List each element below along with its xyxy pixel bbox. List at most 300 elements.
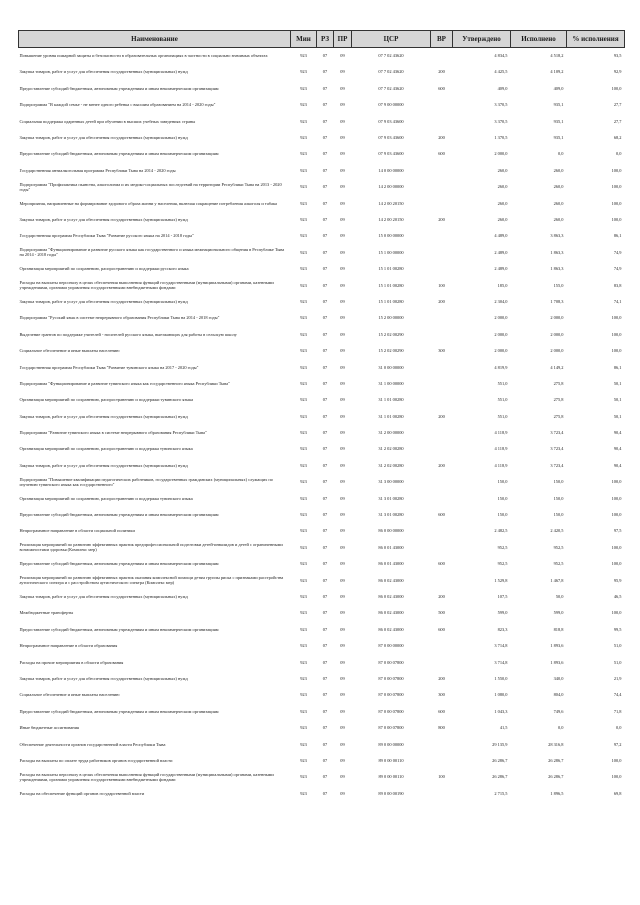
cell-csr: 31 2 00 00000: [378, 430, 404, 436]
cell-percent: 100,0: [611, 610, 622, 616]
table-row: [19, 97, 625, 113]
cell-executed: 952,5: [553, 544, 564, 550]
cell-vr: 200: [438, 413, 445, 419]
cell-rz: 07: [322, 348, 328, 354]
cell-rz: 07: [322, 85, 328, 91]
cell-name: Повышение уровня пожарной защиты и безопасности в образовательных организациях в частности в социально значимых объектах: [19, 53, 268, 59]
cell-executed: 935,1: [553, 135, 564, 141]
table-row: [19, 277, 625, 293]
cell-percent: 69,8: [613, 790, 622, 796]
cell-vr: 300: [438, 348, 445, 354]
cell-csr: 87 0 00 07800: [378, 708, 404, 714]
cell-vr: [431, 539, 453, 555]
cell-csr: 15 1 00 00000: [378, 249, 404, 255]
cell-csr: 31 3 01 00280: [378, 512, 404, 518]
table-row: [19, 293, 625, 309]
cell-approved: 26 286,7: [492, 774, 508, 780]
cell-approved: 2 000,0: [494, 331, 508, 337]
cell-min: 923: [300, 217, 307, 222]
cell-approved: 260,0: [497, 217, 508, 222]
cell-percent: 86,1: [613, 364, 622, 370]
cell-executed: 260,0: [553, 167, 564, 173]
cell-percent: 100,0: [611, 85, 622, 91]
cell-csr: 07 7 02 43620: [378, 53, 404, 59]
cell-executed: 0,0: [558, 151, 564, 157]
cell-rz: 07: [322, 413, 328, 419]
table-row: [19, 769, 625, 785]
cell-min: 923: [300, 151, 307, 157]
cell-rz: 07: [322, 69, 328, 75]
cell-rz: 07: [322, 561, 328, 567]
cell-approved: 551,0: [497, 413, 508, 419]
cell-rz: 07: [322, 725, 328, 731]
cell-vr: 200: [438, 69, 445, 75]
cell-percent: 50,1: [613, 380, 622, 386]
cell-percent: 74,9: [613, 266, 622, 272]
cell-vr: 300: [438, 692, 445, 698]
cell-vr: 800: [438, 725, 445, 731]
cell-approved: 4 118,9: [494, 446, 508, 452]
cell-executed: 935,1: [553, 102, 564, 108]
cell-csr: 86 0 00 00000: [378, 528, 404, 534]
cell-min: 923: [300, 118, 307, 124]
cell-percent: 83,8: [613, 282, 622, 288]
cell-min: 923: [300, 348, 307, 354]
cell-percent: 50,1: [613, 397, 622, 403]
cell-name: Расходы на выплаты персоналу в целях обеспечения выполнения функций государственными (муниципальными) органами, казенными учреждениями, органами управления государственными внебюджетными фондами: [19, 771, 274, 782]
cell-min: 923: [300, 331, 307, 337]
cell-rz: 07: [322, 200, 328, 206]
table-row: [19, 703, 625, 719]
table-row: [19, 474, 625, 490]
cell-percent: 71,8: [613, 708, 622, 714]
cell-rz: 07: [322, 495, 328, 501]
table-body: [19, 48, 625, 802]
cell-csr: 15 1 01 00280: [378, 282, 404, 288]
cell-name: Межбюджетные трансферты: [19, 610, 74, 616]
table-row: [19, 638, 625, 654]
cell-csr: 31 3 01 00280: [378, 495, 404, 501]
table-row: [19, 211, 625, 227]
cell-percent: 95,9: [613, 577, 622, 583]
table-row: [19, 261, 625, 277]
cell-min: 923: [300, 446, 307, 452]
cell-pr: 09: [340, 479, 345, 485]
cell-executed: 2 420,5: [550, 528, 564, 534]
cell-rz: 07: [322, 643, 328, 649]
cell-min: 923: [300, 741, 307, 747]
cell-rz: 07: [322, 790, 328, 796]
cell-percent: 46,5: [613, 593, 622, 599]
cell-rz: 07: [322, 708, 328, 714]
cell-name: Организация мероприятий по сохранению, распространению и поддержки русского языка: [19, 266, 189, 272]
cell-pr: 09: [340, 643, 345, 649]
cell-vr: [431, 785, 453, 801]
cell-name: Закупка товаров, работ и услуг для обеспечения государственных (муниципальных) нужд: [19, 593, 188, 599]
table-row: [19, 113, 625, 129]
cell-rz: 07: [322, 331, 328, 337]
cell-pr: 09: [340, 593, 345, 599]
cell-name: Подпрограмма "Развитие тувинского языка в системе непрерывного образования Республики Тыва": [19, 430, 207, 436]
cell-rz: 07: [322, 610, 328, 616]
cell-executed: 50,0: [555, 593, 564, 599]
cell-approved: 2 304,0: [494, 298, 508, 304]
cell-pr: 09: [340, 708, 345, 714]
cell-percent: 51,0: [613, 643, 622, 649]
cell-approved: 952,5: [497, 544, 508, 550]
budget-table-sheet: [18, 30, 624, 801]
cell-csr: 15 1 01 00280: [378, 266, 404, 272]
table-row: [19, 621, 625, 637]
cell-vr: 100: [438, 282, 445, 288]
cell-percent: 90,4: [613, 462, 622, 468]
cell-name: Выделение грантов по поддержке учителей - носителей русского языка, выезжающих для работы в сельскую школу: [19, 331, 237, 337]
cell-executed: 3 723,4: [550, 446, 564, 452]
cell-csr: 31 3 00 00000: [378, 479, 404, 485]
cell-approved: 1 529,8: [494, 577, 508, 583]
header-vr: ВР: [431, 31, 453, 48]
cell-csr: 15 2 02 00290: [378, 331, 404, 337]
cell-csr: 15 0 00 00000: [378, 233, 404, 239]
cell-executed: 26 286,7: [548, 774, 564, 780]
cell-csr: 31 1 00 00000: [378, 380, 404, 386]
cell-name: Расходы на обеспечение функций органов государственной власти: [19, 790, 145, 796]
cell-pr: 09: [340, 85, 345, 91]
cell-percent: 74,9: [613, 249, 622, 255]
cell-pr: 09: [340, 774, 345, 780]
cell-executed: 1 863,3: [550, 249, 564, 255]
table-row: [19, 195, 625, 211]
cell-pr: 09: [340, 249, 345, 255]
cell-min: 923: [300, 364, 307, 370]
cell-approved: 4 118,9: [494, 430, 508, 436]
cell-csr: 87 0 00 07800: [378, 675, 404, 681]
cell-name: Государственная программа Республики Тыва "Развитие тувинского языка на 2017 - 2020 годы": [19, 364, 199, 370]
table-row: [19, 490, 625, 506]
cell-approved: 1 370,5: [494, 135, 508, 141]
budget-execution-table: [18, 30, 625, 801]
cell-percent: 90,4: [613, 446, 622, 452]
cell-csr: 07 9 03 43600: [378, 135, 404, 141]
table-row: [19, 605, 625, 621]
cell-percent: 100,0: [611, 184, 622, 190]
cell-executed: 1 863,3: [550, 266, 564, 272]
cell-csr: 31 0 00 00000: [378, 364, 404, 370]
cell-csr: 31 2 02 00280: [378, 462, 404, 468]
cell-min: 923: [300, 643, 307, 649]
cell-approved: 551,0: [497, 380, 508, 386]
table-row: [19, 179, 625, 195]
cell-csr: 07 9 03 43600: [378, 151, 404, 157]
table-row: [19, 80, 625, 96]
cell-executed: 3 723,4: [550, 462, 564, 468]
cell-name: Подпрограмма "Русский язык в системе непрерывного образования Республики Тыва на 2014 - 2018 годы": [19, 315, 220, 321]
cell-executed: 260,0: [553, 200, 564, 206]
cell-rz: 07: [322, 249, 328, 255]
header-pr: ПР: [334, 31, 352, 48]
cell-rz: 07: [322, 626, 328, 632]
cell-approved: 260,0: [497, 167, 508, 173]
table-row: [19, 129, 625, 145]
cell-vr: [431, 523, 453, 539]
cell-min: 923: [300, 102, 307, 108]
cell-csr: 87 0 00 07800: [378, 659, 404, 665]
cell-percent: 74,1: [613, 298, 622, 304]
cell-executed: 1 893,6: [550, 643, 564, 649]
cell-csr: 87 0 00 00000: [378, 643, 404, 649]
table-row: [19, 752, 625, 768]
cell-name: Реализация мероприятий по развитию эффективных практик предпрофессиональной подготовки детей-инвалидов и детей с ограниченными возможностями здоровья (Комплекс мер): [19, 542, 283, 553]
cell-name: Закупка товаров, работ и услуг для обеспечения государственных (муниципальных) нужд: [19, 675, 188, 681]
cell-csr: 15 1 01 00280: [378, 298, 404, 304]
table-row: [19, 326, 625, 342]
cell-pr: 09: [340, 528, 345, 534]
header-executed: Исполнено: [511, 31, 567, 48]
cell-vr: [431, 310, 453, 326]
cell-executed: 2 000,0: [550, 348, 564, 354]
cell-name: Закупка товаров, работ и услуг для обеспечения государственных (муниципальных) нужд: [19, 69, 188, 75]
cell-min: 923: [300, 85, 307, 91]
cell-rz: 07: [322, 512, 328, 518]
cell-approved: 2 715,5: [494, 790, 508, 796]
cell-vr: 600: [438, 512, 445, 518]
cell-pr: 09: [340, 53, 345, 59]
cell-min: 923: [300, 561, 307, 567]
cell-percent: 100,0: [611, 757, 622, 763]
cell-percent: 100,0: [611, 544, 622, 550]
cell-percent: 68,2: [613, 135, 622, 141]
header-approved: Утверждено: [453, 31, 511, 48]
table-row: [19, 228, 625, 244]
cell-percent: 0,0: [616, 725, 622, 731]
cell-rz: 07: [322, 675, 328, 681]
cell-executed: 1 708,3: [550, 298, 564, 304]
table-row: [19, 654, 625, 670]
cell-min: 923: [300, 380, 307, 386]
cell-approved: 29 135,9: [492, 741, 508, 747]
cell-min: 923: [300, 282, 307, 288]
cell-pr: 09: [340, 495, 345, 501]
cell-approved: 1 043,3: [494, 708, 508, 714]
cell-executed: 150,0: [553, 495, 564, 501]
cell-min: 923: [300, 610, 307, 616]
cell-approved: 150,0: [497, 512, 508, 518]
cell-vr: [431, 326, 453, 342]
cell-csr: 87 0 00 07800: [378, 725, 404, 731]
cell-executed: 26 286,7: [548, 757, 564, 763]
cell-name: Социальное обеспечение и иные выплаты населению: [19, 692, 120, 698]
cell-pr: 09: [340, 315, 345, 321]
cell-rz: 07: [322, 151, 328, 157]
cell-executed: 2 000,0: [550, 315, 564, 321]
table-row: [19, 539, 625, 555]
cell-rz: 07: [322, 757, 328, 763]
cell-approved: 551,0: [497, 397, 508, 403]
cell-pr: 09: [340, 413, 345, 419]
cell-vr: [431, 113, 453, 129]
table-row: [19, 310, 625, 326]
cell-rz: 07: [322, 397, 328, 403]
cell-min: 923: [300, 430, 307, 436]
cell-vr: 600: [438, 561, 445, 567]
cell-csr: 86 0 02 43000: [378, 593, 404, 599]
cell-percent: 100,0: [611, 200, 622, 206]
cell-rz: 07: [322, 462, 328, 468]
cell-name: Непрограммное направление в области социальной политики: [19, 528, 135, 534]
cell-approved: 150,0: [497, 479, 508, 485]
table-row: [19, 424, 625, 440]
cell-vr: 200: [438, 298, 445, 304]
cell-approved: 260,0: [497, 184, 508, 190]
cell-csr: 86 0 01 43000: [378, 544, 404, 550]
cell-vr: [431, 97, 453, 113]
cell-name: Закупка товаров, работ и услуг для обеспечения государственных (муниципальных) нужд: [19, 217, 188, 222]
cell-min: 923: [300, 512, 307, 518]
table-row: [19, 343, 625, 359]
cell-name: Мероприятия, направленные на формирование здорового образа жизни у населения, включая сокращение потребления алкоголя и табака: [19, 200, 277, 206]
cell-pr: 09: [340, 462, 345, 468]
cell-name: Расходы на выплаты по оплате труда работников органов государственной власти: [19, 757, 173, 763]
cell-executed: 1 893,6: [550, 659, 564, 665]
table-row: [19, 64, 625, 80]
cell-pr: 09: [340, 725, 345, 731]
cell-min: 923: [300, 790, 307, 796]
cell-name: Обеспечение деятельности органов государственной власти Республики Тыва: [19, 741, 166, 747]
cell-rz: 07: [322, 774, 328, 780]
cell-min: 923: [300, 462, 307, 468]
table-row: [19, 408, 625, 424]
cell-rz: 07: [322, 282, 328, 288]
cell-vr: 100: [438, 774, 445, 780]
table-row: [19, 687, 625, 703]
cell-approved: 4 834,5: [494, 53, 508, 59]
cell-name: Организация мероприятий по сохранению, распространению и поддержки тувинского языка: [19, 397, 194, 403]
cell-pr: 09: [340, 561, 345, 567]
cell-vr: [431, 441, 453, 457]
table-row: [19, 392, 625, 408]
cell-rz: 07: [322, 479, 328, 485]
cell-rz: 07: [322, 741, 328, 747]
cell-pr: 09: [340, 659, 345, 665]
cell-rz: 07: [322, 102, 328, 108]
cell-min: 923: [300, 479, 307, 485]
cell-executed: 275,8: [553, 397, 564, 403]
cell-pr: 09: [340, 348, 345, 354]
cell-rz: 07: [322, 167, 328, 173]
cell-min: 923: [300, 266, 307, 272]
cell-min: 923: [300, 593, 307, 599]
cell-min: 923: [300, 577, 307, 583]
cell-min: 923: [300, 725, 307, 731]
cell-min: 923: [300, 184, 307, 190]
cell-min: 923: [300, 544, 307, 550]
cell-percent: 92,9: [613, 69, 622, 75]
cell-name: Закупка товаров, работ и услуг для обеспечения государственных (муниципальных) нужд: [19, 298, 188, 304]
cell-csr: 31 1 01 00280: [378, 413, 404, 419]
cell-percent: 0,0: [616, 151, 622, 157]
cell-vr: [431, 195, 453, 211]
cell-percent: 86,1: [613, 233, 622, 239]
cell-vr: [431, 638, 453, 654]
table-header-row: [19, 31, 625, 48]
cell-name: Расходы на прочие мероприятия в области образования: [19, 659, 124, 665]
cell-executed: 260,0: [553, 217, 564, 222]
cell-executed: 935,1: [553, 118, 564, 124]
cell-percent: 100,0: [611, 315, 622, 321]
table-row: [19, 670, 625, 686]
cell-pr: 09: [340, 298, 345, 304]
cell-vr: [431, 474, 453, 490]
cell-min: 923: [300, 757, 307, 763]
cell-pr: 09: [340, 610, 345, 616]
cell-approved: 823,3: [497, 626, 508, 632]
cell-pr: 09: [340, 577, 345, 583]
cell-vr: 600: [438, 626, 445, 632]
cell-approved: 185,0: [497, 282, 508, 288]
cell-rz: 07: [322, 380, 328, 386]
cell-csr: 07 7 02 43620: [378, 85, 404, 91]
cell-csr: 86 0 02 43000: [378, 626, 404, 632]
cell-min: 923: [300, 135, 307, 141]
cell-vr: [431, 48, 453, 64]
cell-percent: 93,5: [613, 53, 622, 59]
cell-percent: 50,1: [613, 413, 622, 419]
cell-name: Подпрограмма "Функционирование и развитие русского языка как государственного и языка межнационального общения в Республике Тыва на 2014 - 2018 годы": [19, 247, 285, 258]
cell-rz: 07: [322, 53, 328, 59]
cell-pr: 09: [340, 446, 345, 452]
cell-min: 923: [300, 675, 307, 681]
cell-executed: 150,0: [553, 479, 564, 485]
cell-executed: 3 723,4: [550, 430, 564, 436]
cell-name: Предоставление субсидий бюджетным, автономным учреждениям и иным некоммерческим организациям: [19, 85, 219, 91]
cell-pr: 09: [340, 380, 345, 386]
cell-approved: 150,0: [497, 495, 508, 501]
cell-approved: 3 370,5: [494, 102, 508, 108]
cell-name: Государственная программа Республики Тыва "Развитие русского языка на 2014 - 2018 годы": [19, 233, 194, 239]
cell-percent: 21,9: [613, 675, 622, 681]
cell-csr: 14 2 00 20150: [378, 217, 404, 222]
cell-percent: 51,0: [613, 659, 622, 665]
cell-pr: 09: [340, 512, 345, 518]
table-row: [19, 572, 625, 588]
cell-executed: 409,0: [553, 85, 564, 91]
cell-vr: 200: [438, 675, 445, 681]
table-row: [19, 244, 625, 260]
cell-csr: 86 0 01 43000: [378, 561, 404, 567]
cell-approved: 26 286,7: [492, 757, 508, 763]
cell-pr: 09: [340, 790, 345, 796]
cell-pr: 09: [340, 675, 345, 681]
cell-name: Социальное обеспечение и иные выплаты населению: [19, 348, 120, 354]
cell-csr: 86 0 02 43000: [378, 610, 404, 616]
cell-executed: 952,5: [553, 561, 564, 567]
cell-name: Расходы на выплаты персоналу в целях обеспечения выполнения функций государственными (муниципальными) органами, казенными учреждениями, органами управления государственными внебюджетными фондами: [19, 279, 274, 291]
cell-name: Предоставление субсидий бюджетным, автономным учреждениям и иным некоммерческим организациям: [19, 561, 219, 567]
cell-executed: 4 149,2: [550, 364, 564, 370]
cell-name: Иные бюджетные ассигнования: [19, 725, 79, 731]
header-min: Мин: [291, 31, 317, 48]
cell-rz: 07: [322, 593, 328, 599]
cell-pr: 09: [340, 200, 345, 206]
cell-pr: 09: [340, 626, 345, 632]
cell-name: Закупка товаров, работ и услуг для обеспечения государственных (муниципальных) нужд: [19, 462, 188, 468]
cell-csr: 07 9 03 43600: [378, 118, 404, 124]
cell-vr: [431, 490, 453, 506]
cell-vr: 600: [438, 708, 445, 714]
cell-executed: 2 000,0: [550, 331, 564, 337]
cell-pr: 09: [340, 364, 345, 370]
cell-rz: 07: [322, 692, 328, 698]
